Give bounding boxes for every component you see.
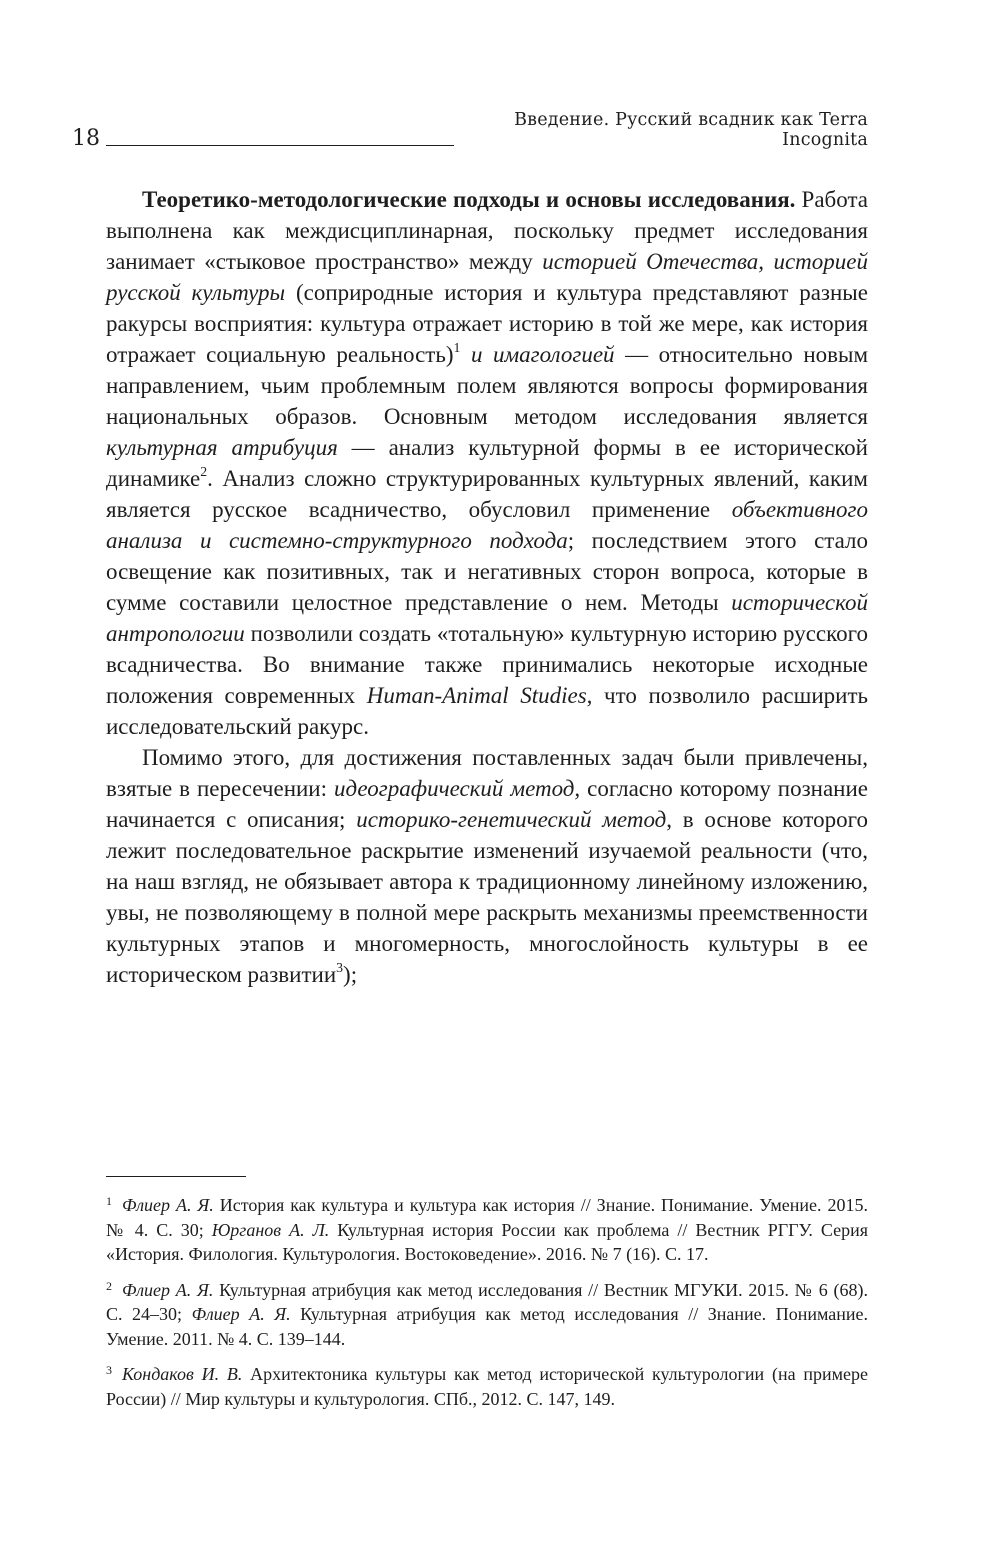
text-run: — анализ культурной формы в ее исторической динамике — [106, 435, 868, 491]
text-run: (соприродные история и культура представляют разные ракурсы восприятия: культура отражает историю в той же мере, как история отражает социальную реальность) — [106, 280, 868, 367]
text-run: Архитектоника культуры как метод исторической культурологии (на примере России) // Мир культуры и культурология. СПб., 2012. С. 147, 149. — [106, 1364, 868, 1409]
footnote-mark: 2 — [106, 1278, 112, 1293]
text-run: Культурная атрибуция как метод исследования // Знание. Понимание. Умение. 2011. № 4. С. 139–144. — [106, 1304, 868, 1349]
running-title: Введение. Русский всадник как Terra Incognita — [514, 110, 868, 150]
text-run: Теоретико-методологические подходы и основы исследования. — [142, 187, 796, 212]
page-number: 18 — [72, 126, 100, 151]
footnote-mark: 3 — [106, 1363, 112, 1377]
text-run: Флиер А. Я. — [191, 1304, 291, 1324]
text-run: Human-Animal Studies, — [366, 683, 593, 708]
text-run: Юрганов А. Л. — [211, 1219, 330, 1240]
footnote-separator — [106, 1176, 246, 1177]
text-run: Культурная история России как проблема // Вестник РГГУ. Серия «История. Филология. Культурология. Востоковедение». 2016. № 7 (16). С. 17. — [106, 1219, 868, 1264]
text-run: Флиер А. Я. — [122, 1279, 214, 1300]
text-run: что позволило расширить исследовательский ракурс. — [106, 683, 868, 739]
header-rule — [106, 145, 454, 146]
main-text — [106, 184, 868, 990]
text-run: Кондаков И. В. — [122, 1364, 243, 1384]
text-run: Флиер А. Я. — [122, 1195, 214, 1215]
footnote — [106, 1274, 868, 1352]
footnote-reference: 3 — [336, 959, 344, 975]
text-run: культурная атрибуция — [106, 435, 338, 460]
footnote-reference: 1 — [453, 339, 461, 355]
text-run: Культурная атрибуция как метод исследования // Вестник МГУКИ. 2015. № 6 (68). С. 24–30; — [106, 1279, 868, 1324]
text-run: идеографический метод, — [333, 776, 581, 801]
text-run: историей Отечества, историей русской культуры — [106, 249, 869, 305]
footnote — [106, 1189, 868, 1267]
text-run: объективного анализа и системно-структурного подхода — [106, 497, 868, 553]
text-run: ); — [343, 962, 358, 987]
text-run: согласно которому познание начинается с описания; — [106, 776, 868, 832]
text-run: и имагологией — [470, 342, 615, 367]
text-run: историко-генетический метод — [356, 807, 667, 832]
text-run: исторической антропологии — [106, 590, 868, 646]
text-run — [460, 342, 471, 367]
body-paragraph — [106, 742, 868, 990]
text-run: — относительно новым направлением, чьим проблемным полем являются вопросы формирования национальных образов. Основным методом исследования является — [106, 342, 869, 429]
running-header — [72, 110, 868, 151]
footnote-reference: 2 — [200, 463, 208, 479]
footnote — [106, 1358, 868, 1411]
text-run: Помимо этого, для достижения поставленных задач были привлечены, взятые в пересечении: — [106, 745, 868, 801]
text-run: ; последствием этого стало освещение как позитивных, так и негативных сторон вопроса, которые в сумме составили целостное представление о нем. Методы — [106, 528, 868, 615]
text-run: . Анализ сложно структурированных культурных явлений, каким является русское всадничество, обусловил применение — [106, 466, 868, 522]
body-paragraph — [106, 184, 868, 742]
text-run: , в основе которого лежит последовательное раскрытие изменений изучаемой реальности (что, на наш взгляд, не обязывает автора к традиционному линейному изложению, увы, не позволяющему в полной мере раскрыть механизмы преемственности культурных этапов и многомерность, многослойность культуры в ее историческом развитии — [106, 807, 868, 987]
text-run: История как культура и культура как история // Знание. Понимание. Умение. 2015. № 4. С. 30; — [106, 1195, 868, 1240]
footnote-mark: 1 — [106, 1194, 112, 1208]
text-run: позволили создать «тотальную» культурную историю русского всадничества. Во внимание также принимались некоторые исходные положения современных — [106, 621, 868, 708]
footnotes — [106, 1189, 868, 1418]
text-run: Работа выполнена как междисциплинарная, поскольку предмет исследования занимает «стыковое пространство» между — [106, 187, 868, 274]
